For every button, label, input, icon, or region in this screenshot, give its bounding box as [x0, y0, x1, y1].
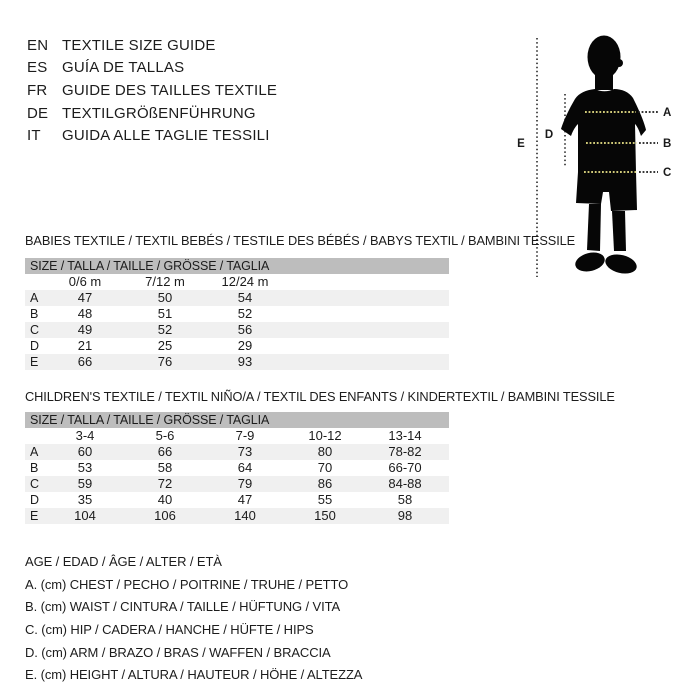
language-title-list: [27, 34, 277, 147]
cell: 35: [77, 492, 93, 507]
column-header: 7-9: [235, 428, 255, 443]
cell: 53: [77, 460, 93, 475]
cell: 150: [314, 508, 336, 523]
cell: 106: [154, 508, 176, 523]
cell: 52: [157, 322, 173, 337]
filler-cell: [285, 322, 449, 338]
row-label: A: [30, 291, 39, 305]
table-header-row: [25, 428, 449, 444]
table-row: [25, 306, 449, 322]
cell: 59: [77, 476, 93, 491]
cell: 66: [77, 354, 93, 369]
cell: 104: [74, 508, 96, 523]
language-code: IT: [27, 127, 41, 145]
table-row: [25, 290, 449, 306]
filler-cell: [285, 290, 449, 306]
cell: 50: [157, 290, 173, 305]
cell: 47: [237, 492, 253, 507]
cell: 40: [157, 492, 173, 507]
cell: 49: [77, 322, 93, 337]
cell: 93: [237, 354, 253, 369]
cell: 58: [157, 460, 173, 475]
cell: 79: [237, 476, 253, 491]
cell: 52: [237, 306, 253, 321]
cell: 64: [237, 460, 253, 475]
children-section-heading: CHILDREN'S TEXTILE / TEXTIL NIÑO/A / TEXTIL DES ENFANTS / KINDERTEXTIL / BAMBINI TESSILE: [25, 389, 615, 404]
language-code: FR: [27, 81, 48, 99]
cell: 21: [77, 338, 93, 353]
cell: 78-82: [388, 444, 422, 459]
guide-title: GUIDA ALLE TAGLIE TESSILI: [62, 127, 270, 145]
column-header: 13-14: [388, 428, 422, 443]
table-row: [25, 492, 449, 508]
cell: 29: [237, 338, 253, 353]
cell: 55: [317, 492, 333, 507]
cell: 84-88: [388, 476, 422, 491]
measurement-figure: [500, 20, 700, 290]
cell: 66-70: [388, 460, 422, 475]
hip-label: C: [663, 167, 672, 179]
row-label: E: [30, 509, 39, 523]
measurement-legend: [25, 551, 362, 687]
cell: 47: [77, 290, 93, 305]
waist-label: B: [663, 138, 672, 150]
filler-cell: [285, 306, 449, 322]
arm-label: D: [544, 129, 554, 141]
cell: 54: [237, 290, 253, 305]
legend-height: E. (cm) HEIGHT / ALTURA / HAUTEUR / HÖHE / ALTEZZA: [25, 667, 363, 683]
language-code: ES: [27, 59, 48, 77]
filler-cell: [285, 338, 449, 354]
filler-cell: [285, 354, 449, 370]
cell: 66: [157, 444, 173, 459]
cell: 86: [317, 476, 333, 491]
babies-section-heading: BABIES TEXTILE / TEXTIL BEBÉS / TESTILE DES BÉBÉS / BABYS TEXTIL / BAMBINI TESSILE: [25, 233, 576, 248]
language-row-de: [27, 102, 277, 125]
guide-title: TEXTILE SIZE GUIDE: [62, 36, 216, 54]
guide-title: GUIDE DES TAILLES TEXTILE: [62, 81, 278, 99]
column-header: 10-12: [308, 428, 342, 443]
row-label: E: [30, 355, 39, 369]
cell: 56: [237, 322, 253, 337]
column-header: 12/24 m: [221, 274, 269, 289]
height-label: E: [517, 138, 525, 150]
legend-chest: A. (cm) CHEST / PECHO / POITRINE / TRUHE / PETTO: [25, 576, 349, 592]
row-label: D: [30, 339, 40, 353]
babies-size-table: [25, 258, 449, 370]
language-row-fr: [27, 79, 277, 102]
row-label: A: [30, 445, 39, 459]
table-row: [25, 444, 449, 460]
cell: 25: [157, 338, 173, 353]
column-header: 5-6: [155, 428, 175, 443]
cell: 51: [157, 306, 173, 321]
cell: 140: [234, 508, 256, 523]
corner-cell: [25, 428, 45, 444]
cell: 60: [77, 444, 93, 459]
row-label: B: [30, 461, 39, 475]
language-code: EN: [27, 36, 49, 54]
row-label: C: [30, 323, 40, 337]
table-row: [25, 322, 449, 338]
corner-cell: [25, 274, 45, 290]
table-row: [25, 508, 449, 524]
guide-title: GUÍA DE TALLAS: [62, 59, 185, 77]
cell: 98: [397, 508, 413, 523]
cell: 72: [157, 476, 173, 491]
row-label: B: [30, 307, 39, 321]
column-header: 3-4: [75, 428, 95, 443]
column-header: 7/12 m: [145, 274, 185, 289]
cell: 70: [317, 460, 333, 475]
cell: 58: [397, 492, 413, 507]
language-row-en: [27, 34, 277, 57]
size-header-bar: SIZE / TALLA / TAILLE / GRÖSSE / TAGLIA: [25, 258, 449, 274]
row-label: D: [30, 493, 40, 507]
language-row-it: [27, 124, 277, 147]
chest-label: A: [663, 107, 672, 119]
table-header-row: [25, 274, 449, 290]
cell: 73: [237, 444, 253, 459]
legend-hip: C. (cm) HIP / CADERA / HANCHE / HÜFTE / HIPS: [25, 622, 314, 638]
cell: 76: [157, 354, 173, 369]
cell: 80: [317, 444, 333, 459]
table-row: [25, 460, 449, 476]
filler-cell: [285, 274, 449, 290]
legend-age: AGE / EDAD / ÂGE / ALTER / ETÀ: [25, 554, 222, 569]
row-label: C: [30, 477, 40, 491]
size-header-bar: SIZE / TALLA / TAILLE / GRÖSSE / TAGLIA: [25, 412, 449, 428]
cell: 48: [77, 306, 93, 321]
table-row: [25, 476, 449, 492]
language-row-es: [27, 57, 277, 80]
guide-title: TEXTILGRÖßENFÜHRUNG: [62, 104, 256, 122]
table-row: [25, 354, 449, 370]
table-row: [25, 338, 449, 354]
legend-waist: B. (cm) WAIST / CINTURA / TAILLE / HÜFTUNG / VITA: [25, 599, 341, 615]
column-header: 0/6 m: [68, 274, 102, 289]
language-code: DE: [27, 104, 49, 122]
legend-arm: D. (cm) ARM / BRAZO / BRAS / WAFFEN / BRACCIA: [25, 644, 331, 660]
children-size-table: [25, 412, 449, 524]
